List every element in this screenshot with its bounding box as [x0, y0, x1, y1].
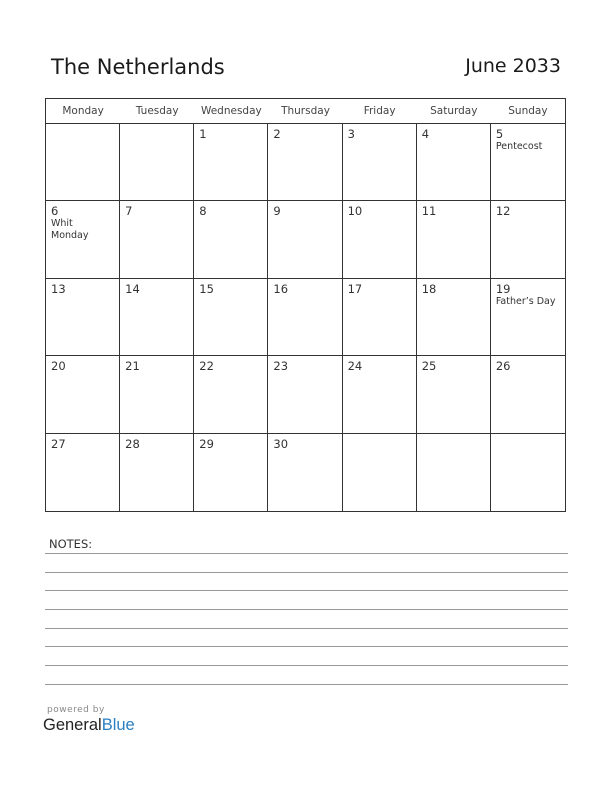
note-line [45, 665, 568, 666]
day-number: 8 [199, 204, 207, 219]
calendar-day-cell [194, 279, 268, 356]
calendar-day-cell [120, 356, 194, 433]
calendar-day-cell [194, 356, 268, 433]
calendar-day-cell [491, 124, 565, 201]
weekday-wednesday: Wednesday [200, 105, 262, 117]
calendar-day-cell [46, 356, 120, 433]
day-number: 27 [51, 436, 66, 451]
day-number: 19 [495, 281, 511, 296]
day-number: 16 [273, 281, 289, 296]
day-number: 28 [125, 436, 140, 451]
weekday-saturday: Saturday [430, 105, 478, 117]
calendar-day-cell [194, 201, 268, 278]
day-number: 2 [273, 127, 281, 141]
calendar-day-cell [491, 279, 565, 356]
calendar-day-cell [120, 434, 194, 511]
weekday-header [46, 99, 565, 124]
day-number: 5 [495, 127, 504, 141]
day-number: 10 [347, 204, 363, 219]
notes-label: NOTES: [49, 537, 93, 551]
note-line [45, 590, 568, 591]
day-number: 26 [495, 359, 511, 374]
calendar-day-cell [343, 356, 417, 433]
brand-general: General [43, 716, 102, 734]
calendar-day-cell [417, 201, 491, 278]
calendar-body [46, 124, 565, 511]
calendar-day-cell [46, 124, 120, 201]
calendar-day-cell [268, 201, 342, 278]
calendar-day-cell [46, 279, 120, 356]
calendar-day-cell [268, 434, 342, 511]
calendar-day-cell [343, 434, 417, 511]
day-number: 30 [273, 436, 289, 451]
holiday-label: Father’s Day [495, 295, 556, 307]
calendar-day-cell [417, 279, 491, 356]
day-number: 18 [421, 281, 437, 296]
calendar-day-cell [417, 434, 491, 511]
day-number: 4 [421, 127, 430, 141]
day-number: 23 [273, 359, 289, 374]
weekday-monday: Monday [62, 105, 104, 117]
weekday-thursday: Thursday [281, 105, 330, 117]
day-number: 25 [421, 359, 437, 374]
brand-logo [43, 716, 135, 735]
calendar-day-cell [343, 279, 417, 356]
calendar-day-cell [46, 434, 120, 511]
day-number: 17 [347, 281, 363, 296]
day-number: 15 [199, 281, 214, 296]
brand-blue: Blue [101, 716, 135, 734]
calendar-day-cell [343, 201, 417, 278]
day-number: 11 [421, 204, 437, 219]
calendar-day-cell [491, 434, 565, 511]
day-number: 14 [125, 281, 140, 296]
holiday-label: Pentecost [495, 141, 543, 152]
day-number: 9 [273, 204, 281, 219]
note-line [45, 646, 568, 647]
holiday-label: Whit Monday [51, 218, 89, 242]
calendar-day-cell [268, 356, 342, 433]
day-number: 1 [199, 127, 207, 141]
day-number: 6 [51, 204, 59, 219]
day-number: 29 [199, 436, 214, 451]
note-line [45, 628, 568, 629]
calendar-day-cell [120, 201, 194, 278]
day-number: 22 [199, 359, 214, 374]
calendar-day-cell [46, 201, 120, 278]
day-number: 12 [495, 204, 511, 219]
day-number: 7 [125, 204, 133, 219]
calendar-day-cell [268, 279, 342, 356]
calendar-day-cell [417, 356, 491, 433]
note-line [45, 684, 568, 685]
calendar-day-cell [417, 124, 491, 201]
day-number: 24 [347, 359, 363, 374]
calendar-day-cell [343, 124, 417, 201]
calendar-day-cell [491, 201, 565, 278]
weekday-friday: Friday [363, 105, 396, 117]
note-line [45, 553, 568, 554]
day-number: 21 [125, 359, 140, 374]
powered-by-text: powered by [47, 705, 105, 715]
calendar-day-cell [120, 279, 194, 356]
weekday-sunday: Sunday [508, 105, 548, 117]
calendar-day-cell [194, 124, 268, 201]
calendar-day-cell [491, 356, 565, 433]
calendar-day-cell [120, 124, 194, 201]
calendar-day-cell [268, 124, 342, 201]
calendar-day-cell [194, 434, 268, 511]
page-title: The Netherlands [51, 55, 225, 79]
day-number: 13 [51, 281, 66, 296]
note-line [45, 609, 568, 610]
month-label: June 2033 [465, 55, 561, 77]
day-number: 3 [347, 127, 355, 141]
day-number: 20 [51, 359, 66, 374]
weekday-tuesday: Tuesday [135, 105, 179, 117]
note-line [45, 572, 568, 573]
calendar-grid [45, 98, 566, 512]
